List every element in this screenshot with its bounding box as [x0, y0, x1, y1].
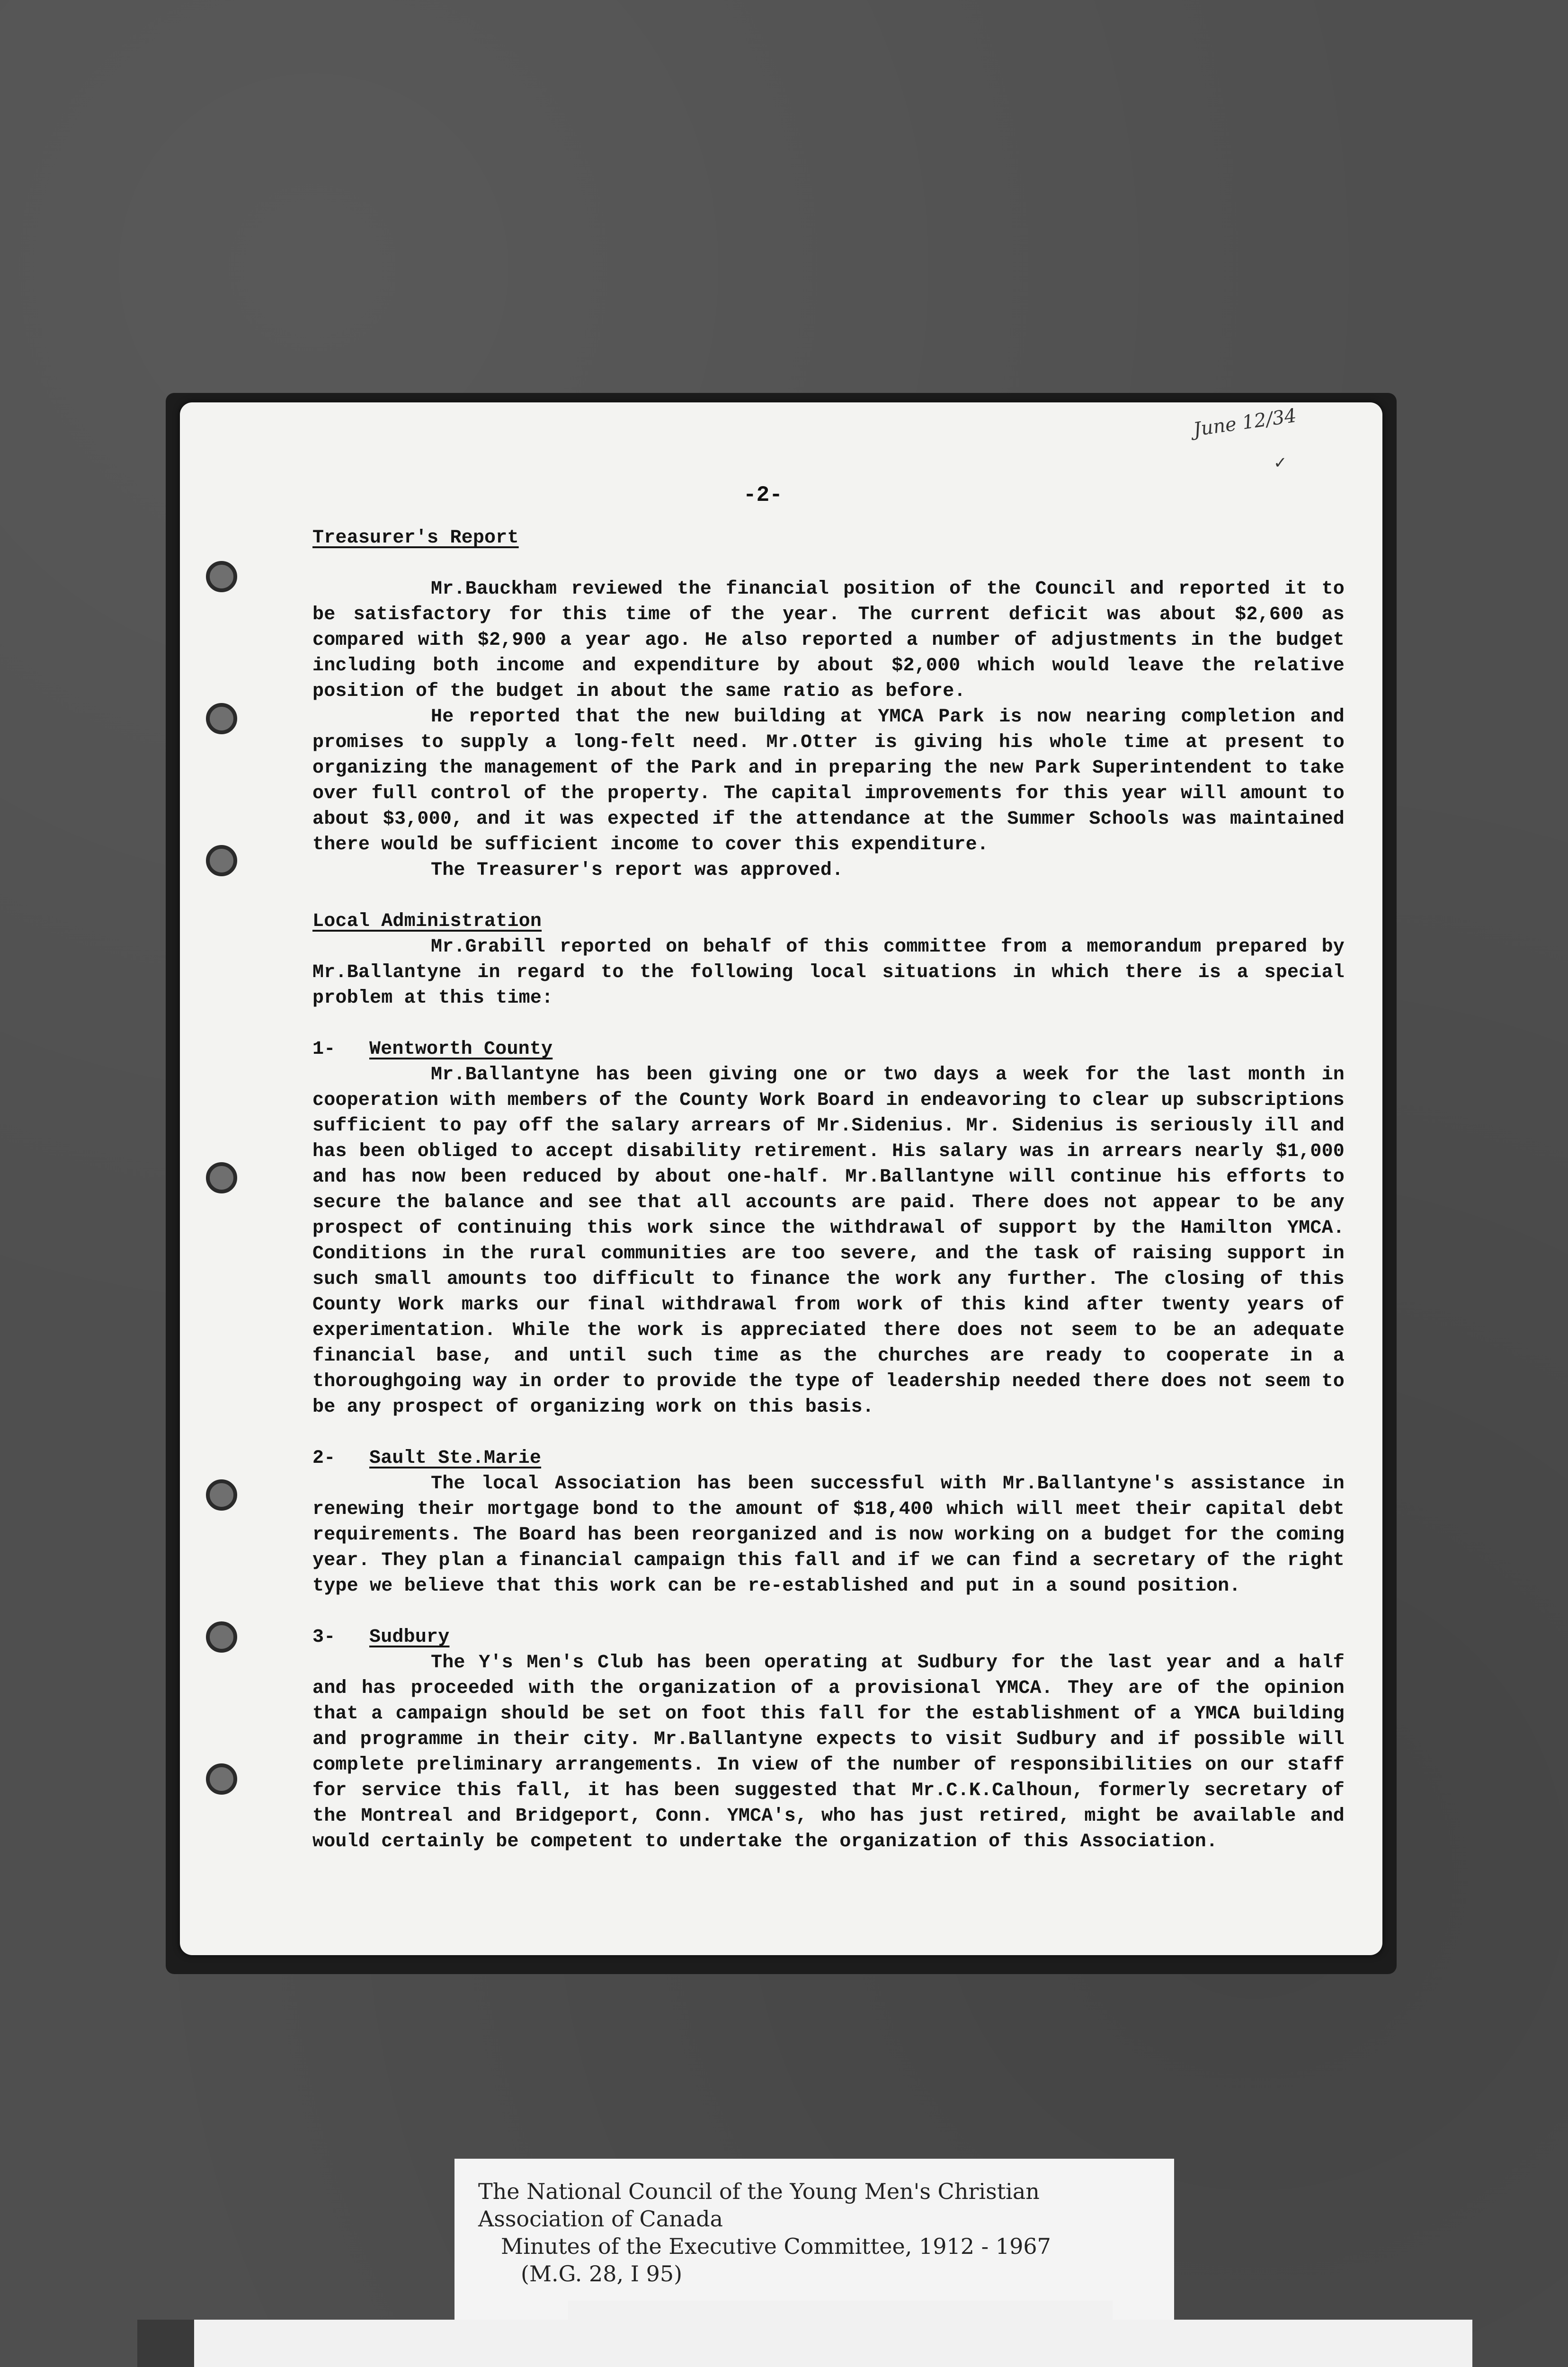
section-heading-wentworth [312, 1037, 1345, 1062]
punch-hole [206, 1479, 237, 1511]
treasurers-report-heading: Treasurer's Report [312, 527, 519, 549]
section-number: 2- [312, 1448, 336, 1469]
punch-hole [206, 1621, 237, 1653]
punch-hole [206, 561, 237, 592]
treasurers-report-paragraph: Mr.Bauckham reviewed the financial position of the Council and reported it to be satisfactory for this time of the year. The current deficit was about $2,600 as compared with $2,900 a year ago. He also reported a number of adjustments in the budget including both income and expenditure by about $2,000 which would leave the relative position of the budget in about the same ratio as before. [312, 578, 1345, 702]
catalogue-line: Association of Canada [478, 2206, 723, 2232]
section-number: 3- [312, 1627, 336, 1648]
catalogue-line: (M.G. 28, I 95) [521, 2261, 683, 2287]
catalogue-line: The National Council of the Young Men's Christian [478, 2179, 1040, 2204]
check-mark-icon: ✓ [1274, 454, 1287, 472]
treasurers-report-paragraph: The Treasurer's report was approved. [431, 860, 844, 881]
section-text-sault-ste-marie: The local Association has been successful with Mr.Ballantyne's assistance in renewing their mortgage bond to the amount of $18,400 which will meet their capital debt requirements. The Board has been reorganized and is now working on a budget for the coming year. They plan a financial campaign this fall and if we can find a secretary of the right type we believe that this work can be re-established and put in a sound position. [312, 1473, 1345, 1597]
local-administration-intro: Mr.Grabill reported on behalf of this committee from a memorandum prepared by Mr.Ballantyne in regard to the following local situations in which there is a special problem at this time: [312, 936, 1345, 1009]
section-text-wentworth: Mr.Ballantyne has been giving one or two days a week for the last month in cooperation with members of the County Work Board in endeavoring to clear up subscriptions sufficient to pay off the salary arrears of Mr.Sidenius. Mr. Sidenius is seriously ill and has been obliged to accept disability retirement. His salary was in arrears nearly $1,000 and has now been reduced by about one-half. Mr.Ballantyne will continue his efforts to secure the balance and see that all accounts are paid. There does not appear to be any prospect of continuing this work since the withdrawal of support by the Hamilton YMCA. Conditions in the rural communities are too severe, and the task of raising support in such small amounts too difficult to finance the work any further. The closing of this County Work marks our final withdrawal from work of this kind after twenty years of experimentation. While the work is appreciated there does not seem to be an adequate financial base, and until such time as the churches are ready to cooperate in a thoroughgoing way in order to provide the type of leadership needed there does not seem to be any prospect of organizing work on this basis. [312, 1064, 1345, 1418]
section-heading-sault-ste-marie [312, 1446, 1345, 1471]
section-number: 1- [312, 1039, 336, 1060]
handwritten-date: June 12/34 [1192, 404, 1298, 441]
catalogue-line: Minutes of the Executive Committee, 1912 - 1967 [501, 2234, 1051, 2259]
section-heading-sudbury [312, 1625, 1345, 1650]
page-number: -2- [743, 483, 783, 507]
treasurers-report-paragraph: He reported that the new building at YMCA Park is now nearing completion and promises to supply a long-felt need. Mr.Otter is giving his whole time at present to organizing the management of the Park and in preparing the new Park Superintendent to take over full control of the property. The capital improvements for this year will amount to about $3,000, and it was expected if the attendance at the Summer Schools was maintained there would be sufficient income to cover this expenditure. [312, 706, 1345, 855]
document-body [312, 525, 1345, 1855]
punch-hole [206, 845, 237, 876]
punch-hole [206, 1162, 237, 1193]
section-title: Sudbury [369, 1627, 450, 1648]
section-text-sudbury: The Y's Men's Club has been operating at Sudbury for the last year and a half and has proceeded with the organization of a provisional YMCA. They are of the opinion that a campaign should be set on foot this fall for the establishment of a YMCA building and programme in their city. Mr.Ballantyne expects to visit Sudbury and if possible will complete preliminary arrangements. In view of the number of responsibilities on our staff for service this fall, it has been suggested that Mr.C.K.Calhoun, formerly secretary of the Montreal and Bridgeport, Conn. YMCA's, who has just retired, might be available and would certainly be competent to undertake the organization of this Association. [312, 1652, 1345, 1852]
section-title: Sault Ste.Marie [369, 1448, 542, 1469]
punch-hole [206, 703, 237, 734]
document-page [180, 402, 1382, 1955]
local-administration-heading: Local Administration [312, 911, 542, 932]
section-title: Wentworth County [369, 1039, 553, 1060]
punch-hole [206, 1763, 237, 1795]
catalogue-card [454, 2159, 1174, 2320]
banner-notch [568, 2301, 1113, 2367]
